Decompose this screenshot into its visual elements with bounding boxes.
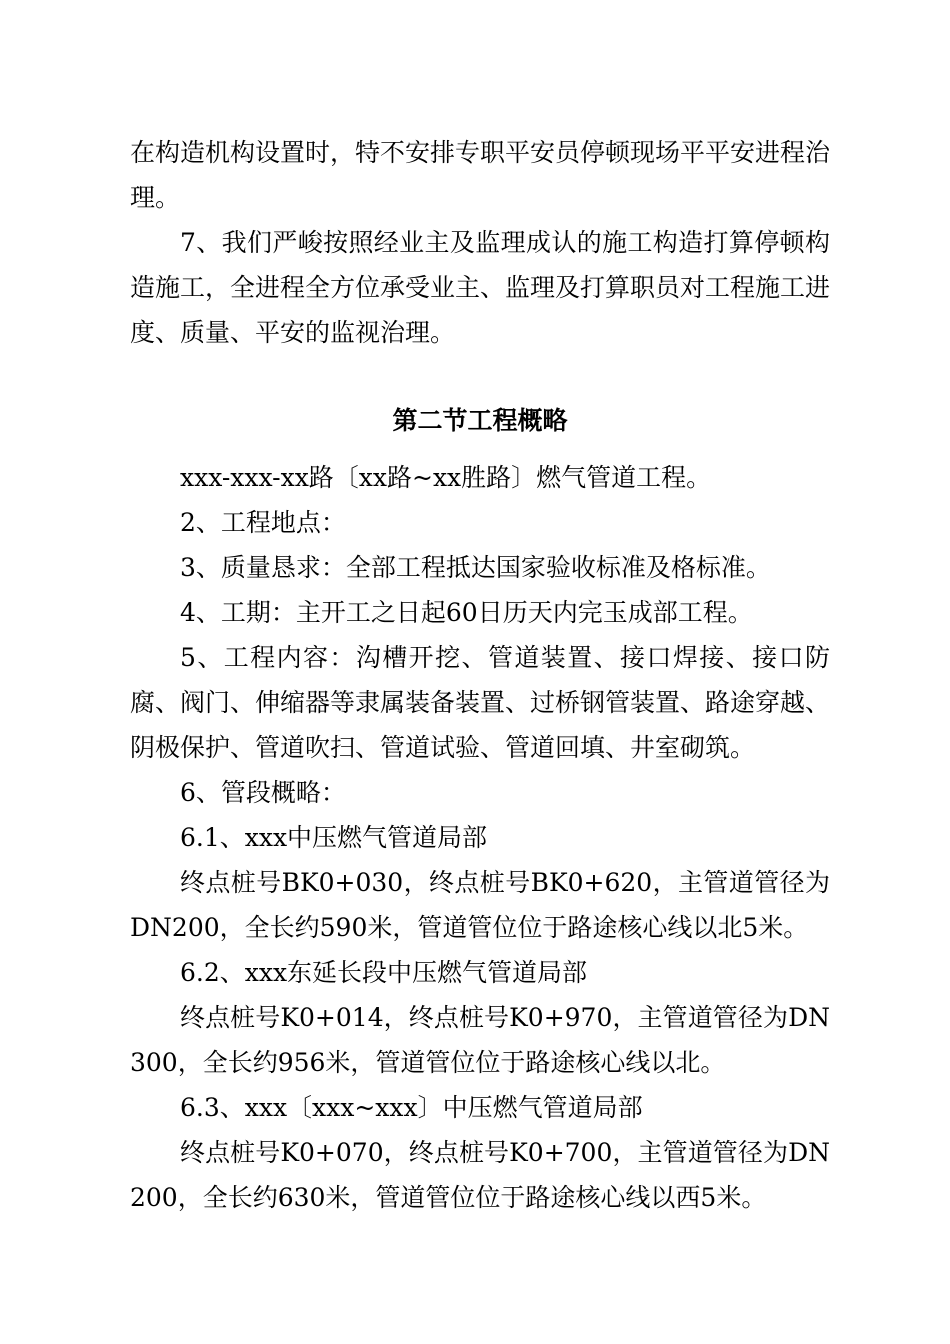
paragraph-segment-6-3-detail: 终点桩号K0+070，终点桩号K0+700，主管道管径为DN200，全长约630米，管道管位位于路途核心线以西5米。 bbox=[130, 1138, 830, 1212]
paragraph-segments-heading: 6、管段概略： bbox=[180, 778, 346, 807]
paragraph-continuation: 在构造机构设置时，特不安排专职平安员停顿现场平平安进程治理。 bbox=[130, 138, 831, 212]
paragraph-segment-6-2-detail: 终点桩号K0+014，终点桩号K0+970，主管道管径为DN300，全长约956米，管道管位位于路途核心线以北。 bbox=[130, 1003, 830, 1077]
paragraph-segment-6-1-title: 6.1、xxx中压燃气管道局部 bbox=[180, 823, 488, 852]
paragraph-segment-6-3-title: 6.3、xxx〔xxx~xxx〕中压燃气管道局部 bbox=[180, 1093, 643, 1122]
paragraph-segment-6-1-detail: 终点桩号BK0+030，终点桩号BK0+620，主管道管径为DN200，全长约590米，管道管位位于路途核心线以北5米。 bbox=[130, 868, 830, 942]
paragraph-scope: 5、工程内容：沟槽开挖、管道装置、接口焊接、接口防腐、阀门、伸缩器等隶属装备装置、过桥钢管装置、路途穿越、阴极保护、管道吹扫、管道试验、管道回填、井室砌筑。 bbox=[130, 643, 831, 762]
section-title: 第二节工程概略 bbox=[392, 406, 568, 435]
paragraph-project-name: xxx-xxx-xx路〔xx路~xx胜路〕燃气管道工程。 bbox=[180, 463, 712, 492]
paragraph-schedule: 4、工期：主开工之日起60日历天内完玉成部工程。 bbox=[180, 598, 753, 627]
paragraph-segment-6-2-title: 6.2、xxx东延长段中压燃气管道局部 bbox=[180, 958, 588, 987]
paragraph-item-7: 7、我们严峻按照经业主及监理成认的施工构造打算停顿构造施工，全进程全方位承受业主、监理及打算职员对工程施工进度、质量、平安的监视治理。 bbox=[130, 228, 831, 347]
document-body bbox=[130, 130, 830, 1220]
paragraph-location: 2、工程地点： bbox=[180, 508, 346, 537]
paragraph-quality: 3、质量恳求：全部工程抵达国家验收标准及格标准。 bbox=[180, 553, 771, 582]
